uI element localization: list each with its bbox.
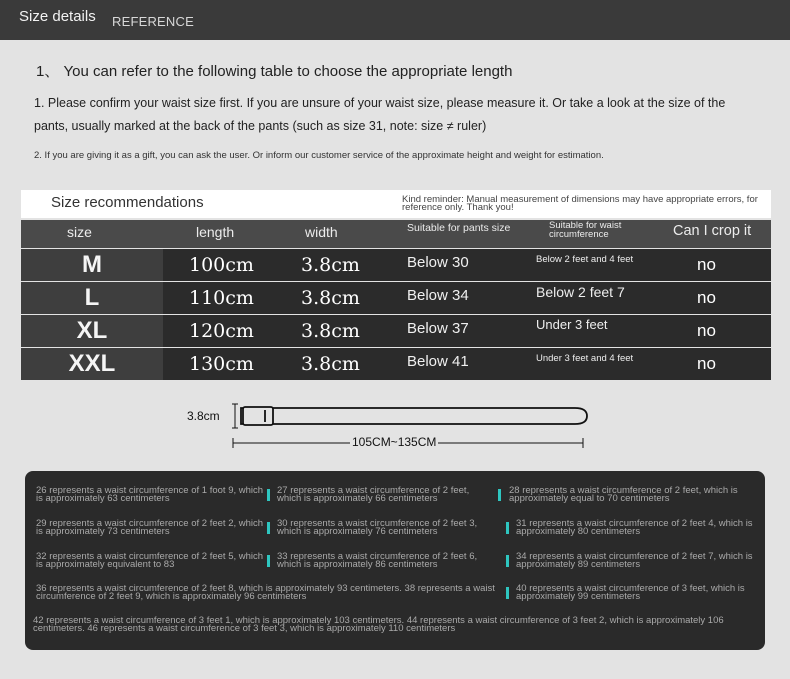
- page-subtitle: REFERENCE: [112, 14, 194, 29]
- accent-bar: [498, 489, 501, 501]
- row-size: XL: [21, 315, 163, 347]
- table-row: [21, 282, 771, 314]
- col-length: length: [196, 224, 235, 240]
- title-bar: [0, 0, 790, 40]
- accent-bar: [506, 522, 509, 534]
- instruction-paragraph-2: 2. If you are giving it as a gift, you can ask the user. Or inform our customer service of the approximate height and weight for estimation.: [34, 150, 604, 161]
- kind-reminder: Kind reminder: Manual measurement of dimensions may have appropriate errors, for reference only. Thank you!: [402, 194, 758, 213]
- row-pants-size: Below 30: [407, 254, 469, 271]
- conversion-item: 32 represents a waist circumference of 2 feet 5, which is approximately equivalent to 83: [36, 551, 264, 570]
- accent-bar: [267, 522, 270, 534]
- section-heading: 1、 You can refer to the following table to choose the appropriate length: [36, 63, 513, 80]
- table-title-row: [21, 190, 771, 218]
- table-row: [21, 315, 771, 347]
- conversion-item: 42 represents a waist circumference of 3 feet 1, which is approximately 103 centimeters. 44 represents a waist circumference of 3 feet 2, which is approximately 106 centimeters. 46 represents a waist circumference of 3 feet 3, which is approximately 110 centimeters: [33, 615, 724, 634]
- conversion-item: 34 represents a waist circumference of 2 feet 7, which is approximately 89 centimeters: [516, 551, 753, 570]
- table-row: [21, 348, 771, 380]
- col-crop: Can I crop it: [673, 223, 752, 239]
- row-waist-circumference: Below 2 feet 7: [536, 284, 625, 300]
- conversion-item: 27 represents a waist circumference of 2 feet, which is approximately 66 centimeters: [277, 485, 470, 504]
- row-width: 3.8cm: [301, 320, 360, 342]
- belt-length-label: 105CM~135CM: [352, 435, 437, 449]
- row-width: 3.8cm: [301, 353, 360, 375]
- conversion-item: 28 represents a waist circumference of 2 feet, which is approximately equal to 70 centimeters: [509, 485, 738, 504]
- conversion-item: 30 represents a waist circumference of 2 feet 3, which is approximately 76 centimeters: [277, 518, 478, 537]
- row-width: 3.8cm: [301, 287, 360, 309]
- page-title: Size details: [19, 8, 96, 25]
- row-pants-size: Below 37: [407, 320, 469, 337]
- col-pants-size: Suitable for pants size: [407, 222, 511, 234]
- row-size: L: [21, 282, 163, 314]
- col-width: width: [305, 224, 338, 240]
- conversion-item: 33 represents a waist circumference of 2 feet 6, which is approximately 86 centimeters: [277, 551, 478, 570]
- table-row: [21, 249, 771, 281]
- row-crop: no: [697, 354, 716, 373]
- table-title: Size recommendations: [51, 194, 204, 211]
- accent-bar: [267, 555, 270, 567]
- col-size: size: [67, 224, 92, 240]
- conversion-item: 40 represents a waist circumference of 3 feet, which is approximately 99 centimeters: [516, 583, 745, 602]
- conversion-item: 36 represents a waist circumference of 2 feet 8, which is approximately 93 centimeters. 38 represents a waist circumference of 2 feet 9, which is approximately 96 centimeters: [36, 583, 495, 602]
- instruction-paragraph-1: 1. Please confirm your waist size first. If you are unsure of your waist size, please measure it. Or take a look at the size of the pants, usually marked at the back of the pants (such as size 31, note: size ≠ ruler): [34, 96, 726, 133]
- conversion-item: 29 represents a waist circumference of 2 feet 2, which is approximately 73 centimeters: [36, 518, 264, 537]
- row-crop: no: [697, 288, 716, 307]
- waist-conversion-panel: [25, 471, 765, 650]
- table-header: [21, 220, 771, 248]
- row-size: M: [21, 249, 163, 281]
- row-crop: no: [697, 255, 716, 274]
- accent-bar: [506, 587, 509, 599]
- col-waist-circumference: Suitable for waist circumference: [549, 220, 622, 240]
- accent-bar: [506, 555, 509, 567]
- row-waist-circumference: Under 3 feet and 4 feet: [536, 353, 634, 364]
- row-length: 120cm: [189, 320, 254, 342]
- row-size: XXL: [21, 348, 163, 380]
- conversion-item: 31 represents a waist circumference of 2 feet 4, which is approximately 80 centimeters: [516, 518, 753, 537]
- row-width: 3.8cm: [301, 254, 360, 276]
- row-length: 110cm: [189, 287, 254, 309]
- row-length: 100cm: [189, 254, 254, 276]
- row-pants-size: Below 41: [407, 353, 469, 370]
- row-length: 130cm: [189, 353, 254, 375]
- row-pants-size: Below 34: [407, 287, 469, 304]
- accent-bar: [267, 489, 270, 501]
- row-crop: no: [697, 321, 716, 340]
- belt-width-label: 3.8cm: [187, 409, 220, 423]
- conversion-item: 26 represents a waist circumference of 1 foot 9, which is approximately 63 centimeters: [36, 485, 264, 504]
- row-waist-circumference: Under 3 feet: [536, 317, 608, 332]
- row-waist-circumference: Below 2 feet and 4 feet: [536, 254, 634, 265]
